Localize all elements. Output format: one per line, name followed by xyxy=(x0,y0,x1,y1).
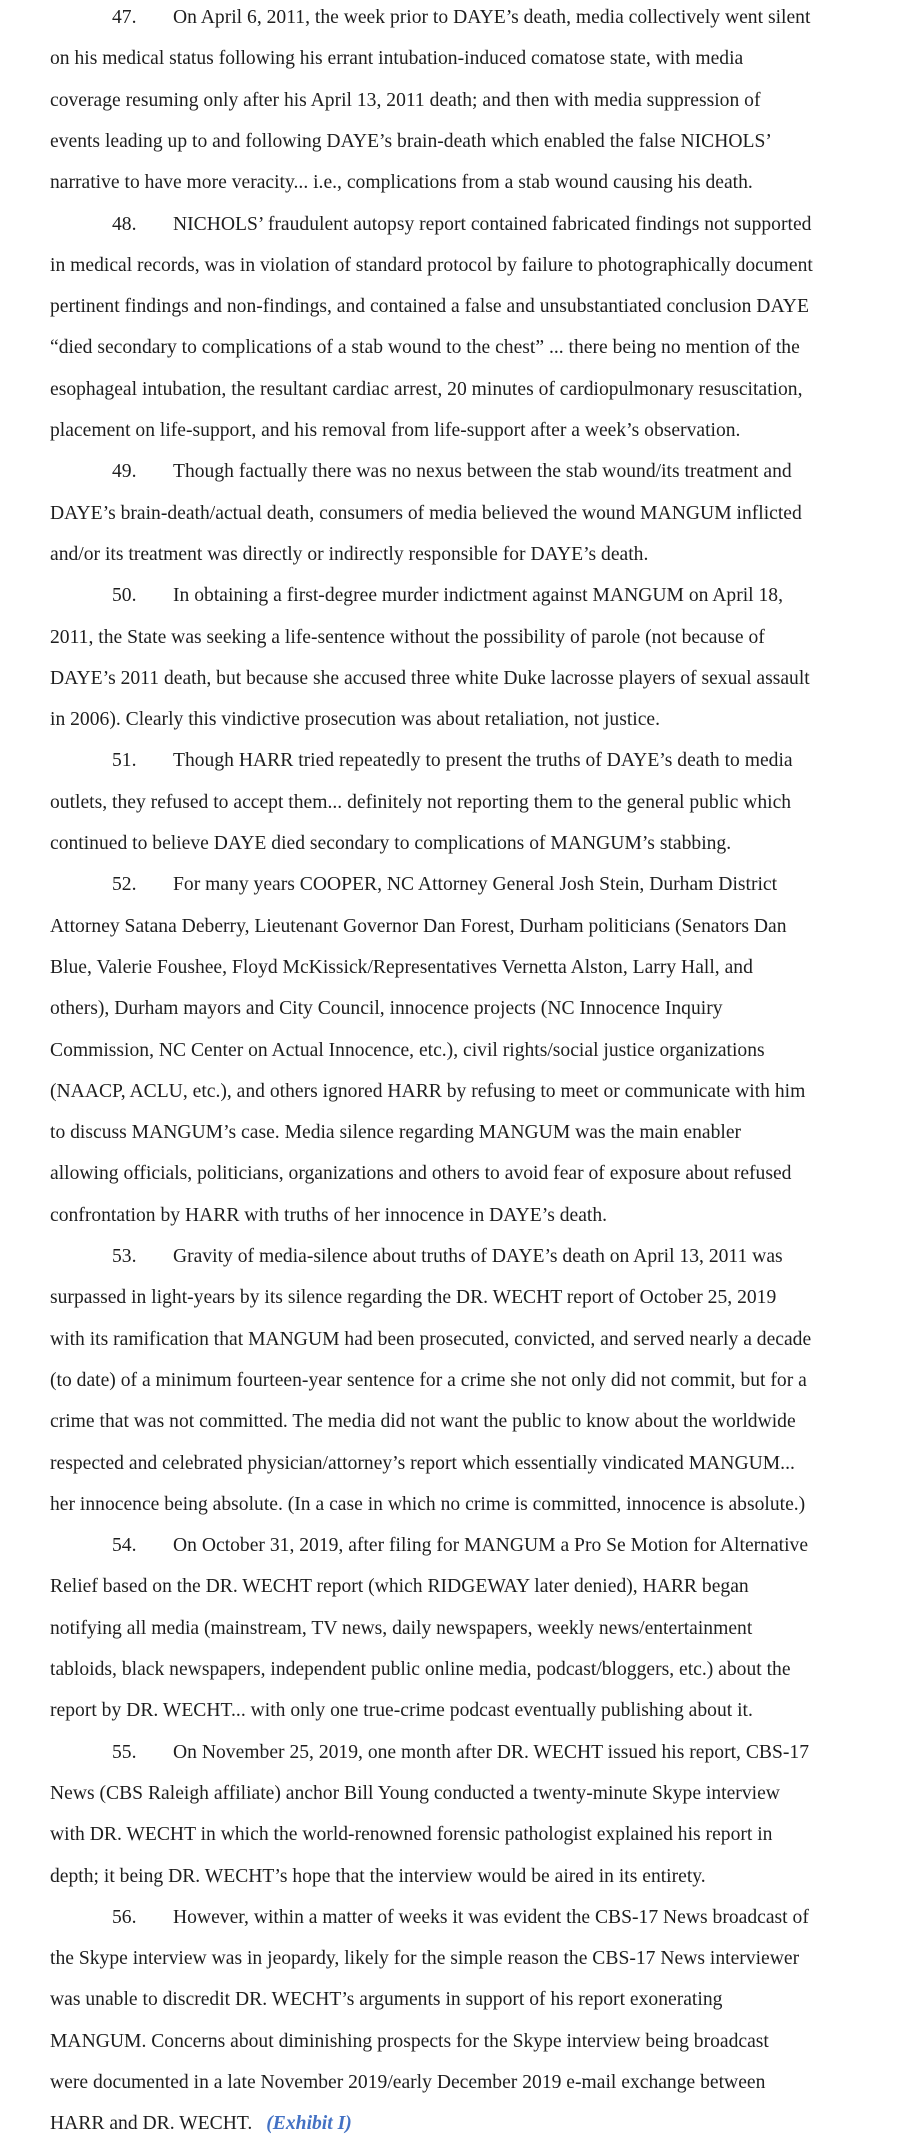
paragraph-text: depth; it being DR. WECHT’s hope that the interview would be aired in its entirety. xyxy=(50,1865,706,1887)
paragraph-text: in medical records, was in violation of standard protocol by failure to photographically document xyxy=(50,254,813,276)
paragraph-text: others), Durham mayors and City Council, innocence projects (NC Innocence Inquiry xyxy=(50,998,723,1020)
paragraph-line xyxy=(112,749,793,773)
paragraph-line xyxy=(112,1741,809,1765)
paragraph-text: NICHOLS’ fraudulent autopsy report contained fabricated findings not supported xyxy=(173,213,812,235)
paragraph-line xyxy=(50,667,810,691)
paragraph-line xyxy=(50,171,753,195)
paragraph-line xyxy=(112,1245,783,1269)
paragraph-line xyxy=(50,336,800,360)
paragraph-line xyxy=(50,1328,811,1352)
paragraph-text: was unable to discredit DR. WECHT’s arguments in support of his report exonerating xyxy=(50,1989,723,2011)
paragraph-text: However, within a matter of weeks it was evident the CBS-17 News broadcast of xyxy=(173,1906,809,1928)
paragraph-text: Blue, Valerie Foushee, Floyd McKissick/Representatives Vernetta Alston, Larry Hall, and xyxy=(50,956,753,978)
paragraph-line xyxy=(50,997,723,1021)
paragraph-text: MANGUM. Concerns about diminishing prospects for the Skype interview being broadcast xyxy=(50,2030,769,2052)
paragraph-line xyxy=(112,873,777,897)
paragraph-text: (to date) of a minimum fourteen-year sentence for a crime she not only did not commit, but for a xyxy=(50,1369,807,1391)
paragraph-text: with DR. WECHT in which the world-renowned forensic pathologist explained his report in xyxy=(50,1824,773,1846)
paragraph-text: report by DR. WECHT... with only one true-crime podcast eventually publishing about it. xyxy=(50,1700,753,1722)
paragraph-line xyxy=(50,2030,769,2054)
paragraph-line xyxy=(50,915,787,939)
paragraph-line xyxy=(50,1162,791,1186)
paragraph-line xyxy=(50,1410,796,1434)
paragraph-text: outlets, they refused to accept them... definitely not reporting them to the general public which xyxy=(50,791,792,813)
paragraph-line xyxy=(50,1947,799,1971)
paragraph-text: Gravity of media-silence about truths of DAYE’s death on April 13, 2011 was xyxy=(173,1246,783,1267)
paragraph-text: In obtaining a first-degree murder indictment against MANGUM on April 18, xyxy=(173,585,783,607)
paragraph-line xyxy=(50,2071,765,2095)
paragraph-number: 53. xyxy=(112,1246,137,1267)
paragraph-line xyxy=(50,47,743,71)
paragraph-text: Though HARR tried repeatedly to present the truths of DAYE’s death to media xyxy=(173,750,793,772)
paragraph-number: 52. xyxy=(112,874,137,896)
paragraph-text: to discuss MANGUM’s case. Media silence regarding MANGUM was the main enabler xyxy=(50,1122,742,1144)
paragraph-line xyxy=(50,1080,805,1104)
paragraph-text: HARR and DR. WECHT. xyxy=(50,2113,253,2135)
paragraph-text: tabloids, black newspapers, independent public online media, podcast/bloggers, etc.) about the xyxy=(50,1659,791,1680)
paragraph-text: esophageal intubation, the resultant cardiac arrest, 20 minutes of cardiopulmonary resuscitation, xyxy=(50,378,803,400)
paragraph-line xyxy=(50,1782,780,1806)
paragraph-line xyxy=(50,1039,765,1063)
paragraph-text: pertinent findings and non-findings, and contained a false and unsubstantiated conclusion DAYE xyxy=(50,296,809,318)
paragraph-text: Commission, NC Center on Actual Innocence, etc.), civil rights/social justice organizations xyxy=(50,1039,765,1061)
paragraph-text: 2011, the State was seeking a life-sentence without the possibility of parole (not because of xyxy=(50,626,765,648)
paragraph-line xyxy=(50,419,740,443)
paragraph-line xyxy=(50,295,809,319)
paragraph-text: the Skype interview was in jeopardy, likely for the simple reason the CBS-17 News interviewer xyxy=(50,1948,800,1970)
paragraph-text: crime that was not committed. The media did not want the public to know about the worldwide xyxy=(50,1411,796,1433)
paragraph-text: DAYE’s brain-death/actual death, consumers of media believed the wound MANGUM inflicted xyxy=(50,502,802,524)
paragraph-line xyxy=(112,6,810,30)
paragraph-text: On April 6, 2011, the week prior to DAYE’s death, media collectively went silent xyxy=(173,7,811,28)
paragraph-number: 50. xyxy=(112,585,137,607)
paragraph-text: with its ramification that MANGUM had been prosecuted, convicted, and served nearly a decade xyxy=(50,1328,812,1350)
paragraph-line xyxy=(112,213,811,237)
paragraph-text: in 2006). Clearly this vindictive prosecution was about retaliation, not justice. xyxy=(50,709,660,731)
paragraph-line xyxy=(50,1369,807,1393)
paragraph-line xyxy=(50,1121,741,1145)
paragraph-number: 55. xyxy=(112,1741,137,1763)
paragraph-line xyxy=(50,626,765,650)
paragraph-line xyxy=(50,708,660,732)
paragraph-line xyxy=(112,460,792,484)
paragraph-text: placement on life-support, and his removal from life-support after a week’s observation. xyxy=(50,420,741,441)
paragraph-line xyxy=(50,378,802,402)
paragraph-text: allowing officials, politicians, organizations and others to avoid fear of exposure about refused xyxy=(50,1163,792,1185)
paragraph-line xyxy=(50,1658,791,1682)
paragraph-line xyxy=(50,89,760,113)
paragraph-line xyxy=(112,584,783,608)
paragraph-line xyxy=(50,832,731,856)
paragraph-line xyxy=(50,1865,706,1889)
paragraph-line xyxy=(50,254,813,278)
paragraph-text: narrative to have more veracity... i.e., complications from a stab wound causing his death. xyxy=(50,172,753,194)
paragraph-text: “died secondary to complications of a stab wound to the chest” ... there being no mention of the xyxy=(50,337,800,359)
paragraph-text: were documented in a late November 2019/early December 2019 e-mail exchange between xyxy=(50,2072,766,2093)
paragraph-text: her innocence being absolute. (In a case in which no crime is committed, innocence is absolute.) xyxy=(50,1493,806,1515)
paragraph-text: notifying all media (mainstream, TV news, daily newspapers, weekly news/entertainment xyxy=(50,1617,753,1639)
paragraph-line xyxy=(112,1534,808,1558)
paragraph-text: Relief based on the DR. WECHT report (which RIDGEWAY later denied), HARR began xyxy=(50,1576,749,1598)
paragraph-number: 54. xyxy=(112,1535,137,1557)
paragraph-line xyxy=(112,1906,809,1930)
paragraph-line xyxy=(50,1286,776,1310)
paragraph-line xyxy=(50,1575,749,1599)
paragraph-number: 51. xyxy=(112,750,137,772)
paragraph-text: Though factually there was no nexus between the stab wound/its treatment and xyxy=(173,461,792,483)
paragraph-line xyxy=(50,1988,722,2012)
paragraph-number: 48. xyxy=(112,213,137,235)
paragraph-line xyxy=(50,1699,753,1723)
paragraph-line xyxy=(50,1617,752,1641)
paragraph-line xyxy=(50,502,802,526)
paragraph-text: On November 25, 2019, one month after DR. WECHT issued his report, CBS-17 xyxy=(173,1741,810,1763)
paragraph-line xyxy=(50,130,772,154)
paragraph-text: on his medical status following his errant intubation-induced comatose state, with media xyxy=(50,48,744,70)
paragraph-text: respected and celebrated physician/attorney’s report which essentially vindicated MANGUM... xyxy=(50,1452,795,1474)
paragraph-text: (NAACP, ACLU, etc.), and others ignored HARR by refusing to meet or communicate with him xyxy=(50,1080,806,1102)
paragraph-text: Attorney Satana Deberry, Lieutenant Governor Dan Forest, Durham politicians (Senators Dan xyxy=(50,915,787,937)
paragraph-text: DAYE’s 2011 death, but because she accused three white Duke lacrosse players of sexual assault xyxy=(50,667,810,689)
exhibit-i-link[interactable]: (Exhibit I) xyxy=(266,2113,352,2135)
paragraph-line xyxy=(50,956,753,980)
paragraph-number: 47. xyxy=(112,7,137,28)
paragraph-text: coverage resuming only after his April 13, 2011 death; and then with media suppression of xyxy=(50,89,761,111)
paragraph-line xyxy=(50,791,791,815)
paragraph-text: and/or its treatment was directly or indirectly responsible for DAYE’s death. xyxy=(50,543,649,565)
paragraph-line xyxy=(50,1823,772,1847)
paragraph-line xyxy=(50,1204,607,1228)
paragraph-text: For many years COOPER, NC Attorney General Josh Stein, Durham District xyxy=(173,874,778,896)
paragraph-line xyxy=(50,1452,795,1476)
paragraph-text: confrontation by HARR with truths of her innocence in DAYE’s death. xyxy=(50,1204,608,1226)
paragraph-number: 49. xyxy=(112,461,137,483)
paragraph-line xyxy=(50,2112,352,2136)
paragraph-text: On October 31, 2019, after filing for MANGUM a Pro Se Motion for Alternative xyxy=(173,1535,809,1557)
paragraph-text: continued to believe DAYE died secondary to complications of MANGUM’s stabbing. xyxy=(50,833,732,854)
paragraph-text: events leading up to and following DAYE’s brain-death which enabled the false NICHOLS’ xyxy=(50,130,772,152)
paragraph-text: News (CBS Raleigh affiliate) anchor Bill Young conducted a twenty-minute Skype interview xyxy=(50,1782,780,1804)
paragraph-number: 56. xyxy=(112,1906,137,1928)
paragraph-text: surpassed in light-years by its silence regarding the DR. WECHT report of October 25, 2019 xyxy=(50,1287,777,1309)
paragraph-line xyxy=(50,1493,805,1517)
paragraph-line xyxy=(50,543,648,567)
